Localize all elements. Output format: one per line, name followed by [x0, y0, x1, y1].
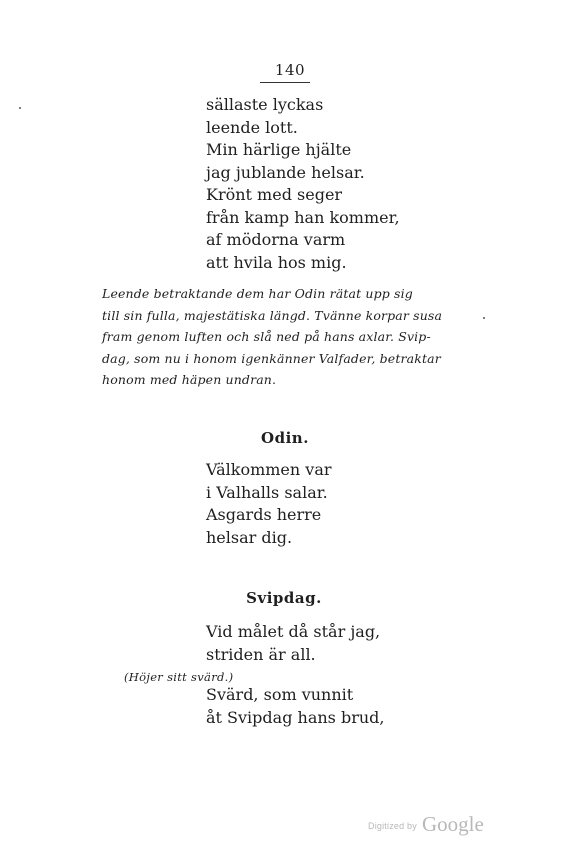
verse-line: Svärd, som vunnit	[206, 685, 354, 704]
verse-line: helsar dig.	[206, 527, 293, 547]
stage-direction-line: honom med häpen undran.	[102, 372, 277, 387]
verse-stanza-4	[206, 684, 385, 729]
verse-stanza-3	[206, 621, 380, 666]
page-number-underline	[260, 82, 310, 83]
verse-line: Asgards herre	[206, 505, 322, 524]
watermark-logo: Google	[422, 812, 484, 836]
watermark-prefix: Digitized by	[368, 821, 417, 831]
verse-line: Välkommen var	[206, 460, 332, 479]
stage-direction-line: fram genom luften och slå ned på hans axlar. Svip-	[102, 329, 431, 344]
print-speck	[19, 107, 21, 109]
inline-stage-direction: (Höjer sitt svärd.)	[124, 670, 234, 684]
speaker-heading-odin: Odin.	[261, 429, 309, 447]
verse-line: Krönt med seger	[206, 185, 343, 204]
verse-line: sällaste lyckas	[206, 95, 324, 114]
verse-line: Vid målet då står jag,	[206, 622, 381, 641]
verse-line: att hvila hos mig.	[206, 252, 347, 272]
verse-line: åt Svipdag hans brud,	[206, 707, 385, 727]
stage-direction	[102, 283, 486, 391]
verse-line: leende lott.	[206, 117, 298, 137]
verse-line: i Valhalls salar.	[206, 482, 328, 502]
stage-direction-line: Leende betraktande dem har Odin rätat upp sig	[102, 286, 413, 301]
verse-line: från kamp han kommer,	[206, 207, 400, 227]
stage-direction-line: till sin fulla, majestätiska längd. Tvänne korpar susa	[102, 307, 443, 323]
digitized-watermark	[368, 812, 484, 837]
verse-line: striden är all.	[206, 644, 316, 664]
verse-stanza-2	[206, 459, 332, 549]
verse-line: Min härlige hjälte	[206, 140, 352, 159]
page-number: 140	[274, 61, 306, 79]
verse-stanza-1	[206, 94, 400, 274]
verse-line: af mödorna varm	[206, 230, 346, 249]
verse-line: jag jublande helsar.	[206, 162, 365, 182]
speaker-heading-svipdag: Svipdag.	[246, 589, 322, 607]
stage-direction-line: dag, som nu i honom igenkänner Valfader, betraktar	[102, 350, 441, 366]
